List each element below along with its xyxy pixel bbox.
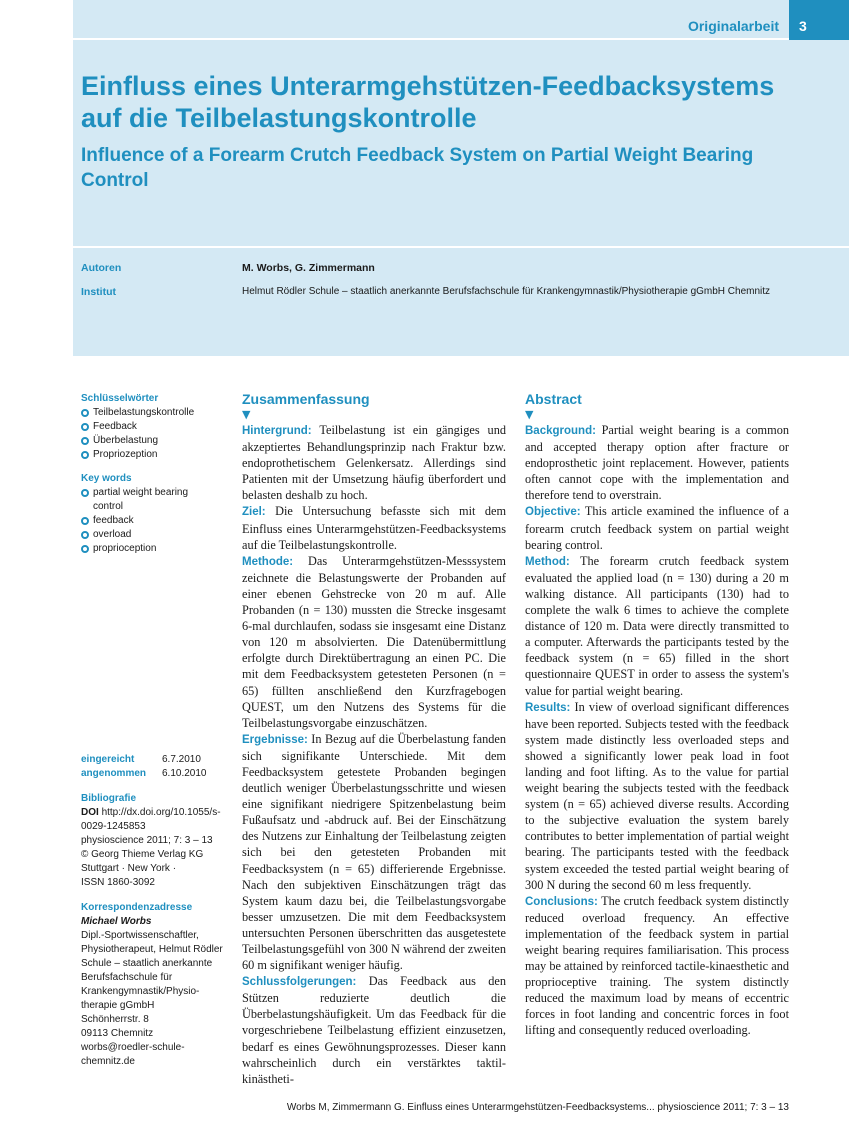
keywords-de-heading: Schlüsselwörter	[81, 393, 159, 404]
section-lead: Background:	[525, 425, 596, 437]
section-lead: Ziel:	[242, 506, 266, 519]
email-link[interactable]: worbs@roedler-schule-	[81, 1042, 185, 1053]
abstract-paragraph: Objective: This article examined the influence of a forearm crutch feedback system on partial weight bearing control.	[525, 504, 789, 552]
page-number: 3	[789, 0, 849, 40]
section-lead: Methode:	[242, 555, 294, 568]
bibliography-heading: Bibliografie	[81, 793, 137, 804]
bullet-icon	[81, 517, 89, 525]
correspondence-heading: Korrespondenzadresse	[81, 902, 193, 913]
keywords-de	[81, 392, 231, 462]
journal-citation: physioscience 2011; 7: 3 – 13	[81, 835, 213, 846]
bullet-icon	[81, 489, 89, 497]
bibliography	[81, 792, 226, 890]
institute-label: Institut	[81, 286, 116, 298]
keywords-en-heading: Key words	[81, 473, 132, 484]
authors-label: Autoren	[81, 262, 122, 274]
article-subtitle: Influence of a Forearm Crutch Feedback System on Partial Weight Bearing Control	[81, 145, 754, 191]
summary-paragraph: Hintergrund: Teilbelastung ist ein gängiges und akzeptiertes Behandlungsprinzip nach Fraktur bzw. endoprothetischem Gelenkersatz. Allerdings sind Patienten mit der Umsetzung häufig überfordert und belasten deshalb zu hoch.	[242, 423, 506, 503]
accepted-date: 6.10.2010	[162, 768, 207, 779]
list-item: feedback	[81, 514, 211, 528]
address-line: Schule – staatlich anerkannte	[81, 958, 213, 969]
accepted-label: angenommen	[81, 768, 147, 779]
address-line: 09113 Chemnitz	[81, 1028, 154, 1039]
address-line: Schönherrstr. 8	[81, 1014, 149, 1025]
doi-link[interactable]: http://dx.doi.org/10.1055/s-0029-1245853	[81, 807, 221, 832]
received-label: eingereicht	[81, 754, 135, 765]
address-line: Berufsfachschule für	[81, 972, 173, 983]
abstract-heading: Abstract	[525, 391, 582, 407]
section-lead: Hintergrund:	[242, 425, 312, 437]
list-item: proprioception	[81, 542, 211, 556]
section-lead: Schlussfolgerungen:	[242, 976, 357, 989]
summary-paragraph: Methode: Das Unterarmgehstützen-Messsystem zeichnete die Belastungswerte der Probanden auf einer ebenen Gehstrecke von 20 m auf. Alle Probanden (n = 130) mussten die Strecke insgesamt 6-mal durchlaufen, sodass sie insgesamt eine Distanz von 120 m absolvierten. Die Datenübermittlung erfolgte durch Direktübertragung an einen PC. Die mit dem Feedbacksystem getesteten Personen (n = 65) füllten anschließend den Kurzfragebogen QUEST, um den Nutzens des Systems für die Teilbelastungsvorgabe einzuschätzen.	[242, 553, 506, 730]
abstract-paragraph: Results: In view of overload significant differences have been reported. Subjects tested with the feedback system made distinctly less overloaded steps and showed a significantly lower peak load in foot landing and foot lifting. As to the value for partial weight bearing the subjects tested with the feedback system (n = 65) achieved diverse results. According to the subjective evaluation the system barely contributes to better implementation of partial weight bearing. The participants tested with the feedback system exceeded the tested partial weight bearing of 300 N during the second 60 m less frequently.	[525, 699, 789, 892]
summary-paragraph: Ziel: Die Untersuchung befasste sich mit dem Einfluss eines Unterarmgehstützen-Feedbacksystems auf die Teilbelastungskontrolle.	[242, 504, 507, 552]
section-lead: Method:	[525, 555, 570, 568]
bullet-icon	[81, 423, 89, 431]
bullet-icon	[81, 545, 89, 553]
triangle-marker-icon: ▼	[242, 408, 251, 421]
address-line: Dipl.-Sportwissenschaftler,	[81, 930, 199, 941]
list-item: Feedback	[81, 420, 231, 434]
list-item: overload	[81, 528, 211, 542]
article-title: Einfluss eines Unterarmgehstützen-Feedbacksystems auf die Teilbelastungskontrolle	[81, 71, 775, 133]
address-line: Krankengymnastik/Physio-	[81, 986, 200, 997]
triangle-marker-icon: ▼	[525, 408, 534, 421]
publisher-place: Stuttgart · New York ·	[81, 863, 177, 874]
email-link[interactable]: chemnitz.de	[81, 1056, 135, 1067]
bullet-icon	[81, 437, 89, 445]
zusammenfassung	[242, 390, 506, 1087]
summary-paragraph: Ergebnisse: In Bezug auf die Überbelastung fanden sich signifikante Unterschiede. Mit dem Feedbacksystem getestete Probanden begingen deutlich weniger Überbelastungsschritte und wiesen eine signifikant niedrigere Spitzenbelastung beim Fußaufsatz und -abdruck auf. Bei der Einschätzung des Nutzens zur Einhaltung der Teilbelastung zeigten sich bei den getesteten Probanden mit Feedbacksystem (n = 65) differierende Ergebnisse. Nach den subjektiven Einschätzungen trägt das System kaum dazu bei, die Teilbelastungsvorgabe besser umzusetzen. Die mit dem Feedbacksystem untersuchten Personen überschritten das ausgetestete Teilbelastungsgefühl von 300 N während der zweiten 60 m signifikant weniger häufig.	[242, 731, 506, 973]
header-rule	[73, 38, 849, 40]
list-item: partial weight bearing control	[81, 486, 211, 514]
authors: M. Worbs, G. Zimmermann	[242, 262, 375, 274]
submission-dates	[81, 753, 207, 781]
list-item: Überbelastung	[81, 434, 231, 448]
doi-label: DOI	[81, 807, 99, 818]
keywords-de-list	[81, 406, 231, 462]
page-footer: Worbs M, Zimmermann G. Einfluss eines Unterarmgehstützen-Feedbacksystems... physioscience 2011; 7: 3 – 13	[286, 1102, 789, 1113]
section-lead: Results:	[525, 701, 571, 714]
received-date: 6.7.2010	[162, 754, 201, 765]
address-line: Physiotherapeut, Helmut Rödler	[81, 944, 223, 955]
keywords-en-list	[81, 486, 211, 556]
zusammenfassung-heading: Zusammenfassung	[242, 391, 370, 407]
bullet-icon	[81, 531, 89, 539]
section-lead: Objective:	[525, 506, 581, 519]
section-lead: Conclusions:	[525, 895, 598, 908]
keywords-en	[81, 472, 211, 556]
correspondence	[81, 901, 231, 1069]
header-divider	[73, 246, 849, 248]
address-line: therapie gGmbH	[81, 1000, 155, 1011]
correspondence-name: Michael Worbs	[81, 916, 152, 927]
section-label: Originalarbeit	[687, 18, 779, 34]
list-item: Teilbelastungskontrolle	[81, 406, 231, 420]
bullet-icon	[81, 409, 89, 417]
bullet-icon	[81, 451, 89, 459]
abstract-paragraph: Background: Partial weight bearing is a common and accepted therapy option after fracture or endoprosthetic joint replacement. However, patients often cannot cope with the implementation and therefore tend to overstrain.	[525, 423, 789, 503]
summary-paragraph: Schlussfolgerungen: Das Feedback aus den Stützen reduzierte deutlich die Überbelastungshäufigkeit. Um das Feedback für die vorgeschriebene Teilbelastung effizient einzusetzen, bedarf es eines Gewöhnungsprozesses. Dieser kann wahrscheinlich durch ein verstärktes taktil-kinästheti-	[242, 974, 506, 1086]
copyright: © Georg Thieme Verlag KG	[81, 849, 204, 860]
section-lead: Ergebnisse:	[242, 733, 308, 746]
list-item: Propriozeption	[81, 448, 231, 462]
abstract-paragraph: Method: The forearm crutch feedback system evaluated the applied load (n = 130) during a 20 m walking distance. All participants (130) had to complete the walk 6 times to achieve the complete distance of 120 m. Data were directly transmitted to a computer. Afterwards the participants tested by the feedback system (n = 65) filled in the short questionnaire QUEST in order to assess the system's value for partial weight bearing.	[525, 553, 789, 698]
issn: ISSN 1860-3092	[81, 877, 155, 888]
institute: Helmut Rödler Schule – staatlich anerkannte Berufsfachschule für Krankengymnastik/Physiotherapie gGmbH Chemnitz	[242, 286, 771, 297]
abstract-paragraph: Conclusions: The crutch feedback system distinctly reduced overload frequency. An effective implementation of the feedback system in partial weight bearing requires familiarisation. This process may be attained by reinforced tactile-kinaesthetic and proprioceptive training. The system distinctly reduced the maximum load by means of eccentric forces in foot landing and concentric forces in foot lifting and consequently reduced overloading.	[525, 893, 789, 1038]
abstract	[525, 390, 789, 1039]
